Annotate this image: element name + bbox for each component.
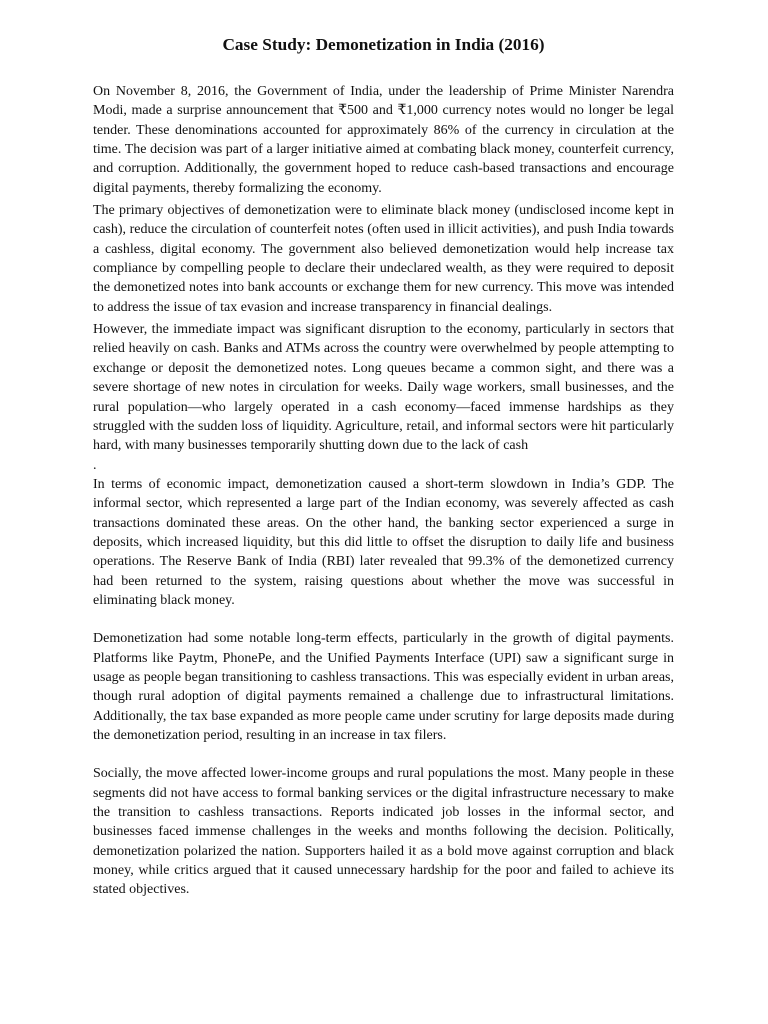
paragraph-announcement: On November 8, 2016, the Government of India, under the leadership of Prime Minister Narendra Modi, made a surprise announcement that ₹500 and ₹1,000 currency notes would no longer be legal tender. These denominations accounted for approximately 86% of the currency in circulation at the time. The decision was part of a larger initiative aimed at combating black money, counterfeit currency, and corruption. Additionally, the government hoped to reduce cash-based transactions and encourage digital payments, thereby formalizing the economy. <box>93 84 674 196</box>
paragraph-objectives: The primary objectives of demonetization were to eliminate black money (undisclosed income kept in cash), reduce the circulation of counterfeit notes (often used in illicit activities), and push India towards a cashless, digital economy. The government also believed demonetization would help increase tax compliance by compelling people to declare their undeclared wealth, as they were required to deposit the demonetized notes into bank accounts or exchange them for new currency. This move was intended to address the issue of tax evasion and increase transparency in financial dealings. <box>93 203 674 315</box>
paragraph-social-political: Socially, the move affected lower-income groups and rural populations the most. Many people in these segments did not have access to formal banking services or the digital infrastructure necessary to make the transition to cashless transactions. Reports indicated job losses in the informal sector, and businesses faced immense challenges in the weeks and months following the decision. Politically, demonetization polarized the nation. Supporters hailed it as a bold move against corruption and black money, while critics argued that it caused unnecessary hardship for the poor and failed to achieve its stated objectives. <box>93 766 674 898</box>
paragraph-gap <box>93 610 674 629</box>
document-title: Case Study: Demonetization in India (2016) <box>222 35 545 54</box>
stray-period-line: . <box>93 457 97 473</box>
paragraph-long-term-effects: Demonetization had some notable long-term effects, particularly in the growth of digital payments. Platforms like Paytm, PhonePe, and the Unified Payments Interface (UPI) saw a significant surge in usage as people began transitioning to cashless transactions. This was especially evident in urban areas, though rural adoption of digital payments remained a challenge due to infrastructural limitations. Additionally, the tax base expanded as more people came under scrutiny for large deposits made during the demonetization period, resulting in an increase in tax filers. <box>93 631 674 743</box>
paragraph-gap <box>93 745 674 764</box>
paragraph-economic-impact: In terms of economic impact, demonetization caused a short-term slowdown in India’s GDP. The informal sector, which represented a large part of the Indian economy, was severely affected as cash transactions dominated these areas. On the other hand, the banking sector experienced a surge in deposits, which increased liquidity, but this did little to offset the disruption to daily life and business operations. The Reserve Bank of India (RBI) later revealed that 99.3% of the demonetized currency had been returned to the system, raising questions about whether the move was successful in eliminating black money. <box>93 476 674 608</box>
paragraph-immediate-impact: However, the immediate impact was significant disruption to the economy, particularly in sectors that relied heavily on cash. Banks and ATMs across the country were overwhelmed by people attempting to exchange or deposit the demonetized notes. Long queues became a common sight, and there was a severe shortage of new notes in circulation for weeks. Daily wage workers, small businesses, and the rural population—who largely operated in a cash economy—faced immense hardships as they struggled with the sudden loss of liquidity. Agriculture, retail, and informal sectors were hit particularly hard, with many businesses temporarily shutting down due to the lack of cash <box>93 322 674 454</box>
document-page <box>93 34 674 900</box>
